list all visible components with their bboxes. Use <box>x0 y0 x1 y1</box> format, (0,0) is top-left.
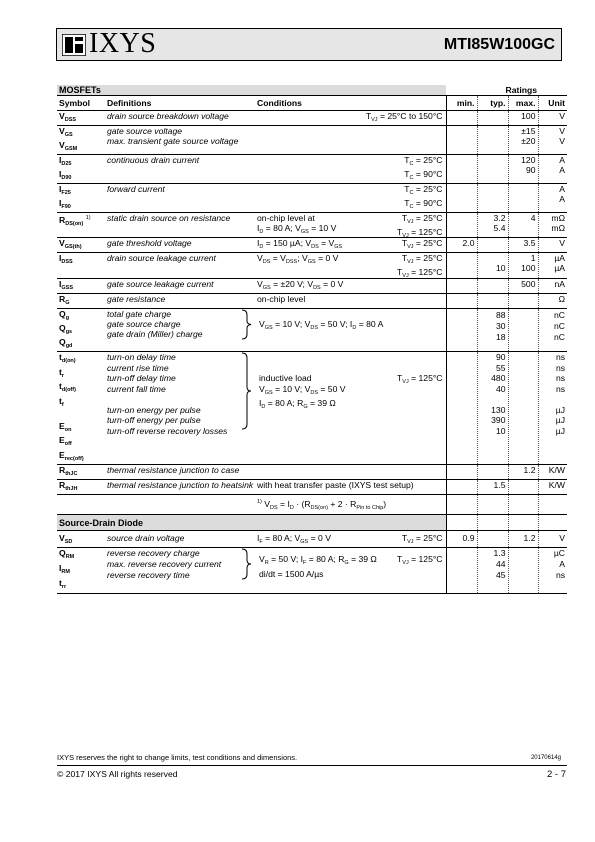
row-switching <box>57 352 567 465</box>
section-title-mosfets: MOSFETs <box>57 85 446 96</box>
row-vgs <box>57 126 567 155</box>
cond-reverse-recovery: $V_R = 50$ V; $I_F = 80$ A; $R_G = 39$ Ω di/dt = 1500 A/µs $T_{VJ} = 125^\circ C$ <box>255 548 446 594</box>
max-vgsm-value: ±20 <box>521 136 536 146</box>
sym-gate-charge: $Q_g$ $Q_{gs}$ $Q_{gd}$ <box>57 309 105 352</box>
unit-tdon: ns <box>555 352 566 362</box>
sym-igss: $I_{GSS}$ <box>57 279 105 294</box>
sym-reverse-recovery: $Q_{RM}$ $I_{RM}$ $t_{rr}$ <box>57 548 105 594</box>
def-rdson: static drain source on resistance <box>105 213 255 238</box>
col-conditions: Conditions <box>255 96 446 111</box>
typ-erec: 10 <box>495 425 506 436</box>
column-header-row <box>57 96 567 111</box>
def-tr: current rise time <box>107 362 169 373</box>
copyright: © 2017 IXYS All rights reserved <box>57 769 178 779</box>
sym-rthjh: $R_{thJH}$ <box>57 480 105 495</box>
typ-idss-125: 10 <box>495 263 506 273</box>
typ-rdson-25: 3.2 <box>493 213 506 223</box>
cond-id90: = 90°C <box>415 169 443 179</box>
typ-switching <box>477 352 508 465</box>
sym-idss: $I_{DSS}$ <box>57 253 105 279</box>
unit-if90: A <box>559 194 566 204</box>
cond-idss-tvj1: = 25°C <box>415 253 443 263</box>
def-igss: gate source leakage current <box>105 279 255 294</box>
disclaimer: IXYS reserves the right to change limits, test conditions and dimensions. <box>57 753 298 762</box>
typ-gate-charge <box>477 309 508 352</box>
cond-id: $T_C = 25^\circ C$ $T_C = 90^\circ C$ <box>255 155 446 184</box>
max-idss <box>508 253 538 279</box>
unit-qrm: µC <box>553 548 566 558</box>
unit-vgs-value: V <box>559 126 566 136</box>
def-qgs: gate source charge <box>107 319 181 329</box>
cond-if: $T_C = 25^\circ C$ $T_C = 90^\circ C$ <box>255 184 446 213</box>
max-vdss: 100 <box>508 111 538 126</box>
brace-icon <box>241 548 253 580</box>
cond-vgsth-text: = 150 µA; V <box>265 238 312 248</box>
typ-irm: 44 <box>495 559 506 569</box>
cond-vgsth-tvj: = 25°C <box>415 238 443 248</box>
def-tdoff: turn-off delay time <box>107 373 176 383</box>
def-tf: current fall time <box>107 383 166 394</box>
unit-trr: ns <box>555 570 566 580</box>
cond-if90: = 90°C <box>415 198 443 208</box>
unit-id25: A <box>559 155 566 165</box>
page-number: 2 - 7 <box>546 769 566 780</box>
row-rdson <box>57 213 567 238</box>
typ-rdson <box>477 213 508 238</box>
typ-tr: 55 <box>495 362 506 373</box>
unit-if <box>538 184 567 213</box>
unit-reverse-recovery <box>538 548 567 594</box>
header-bar <box>56 28 562 61</box>
max-vsd: 1.2 <box>508 531 538 548</box>
def-irm: max. reverse recovery current <box>107 559 222 569</box>
row-vgsth <box>57 238 567 253</box>
cond-if25: = 25°C <box>415 184 443 194</box>
ratings-label: Ratings <box>505 85 538 95</box>
unit-eon: µJ <box>555 404 566 415</box>
unit-qgd: nC <box>554 332 566 342</box>
typ-eon: 130 <box>491 404 506 415</box>
max-igss: 500 <box>508 279 538 294</box>
typ-qrm: 1.3 <box>493 548 506 558</box>
col-definitions: Definitions <box>105 96 255 111</box>
max-id25: 120 <box>521 155 536 165</box>
cond-switching-tvj: = 125°C <box>411 373 443 383</box>
unit-irm: A <box>559 559 566 569</box>
section-header-mosfets <box>57 85 567 96</box>
def-eoff: turn-off energy per pulse <box>107 415 201 425</box>
sym-switching: $t_{d(on)}$ $t_r$ $t_{d(off)}$ $t_f$ $E_{on}$ $E_{off}$ $E_{rec(off)}$ <box>57 352 105 465</box>
col-max: max. <box>508 96 538 111</box>
sym-vgsth: $V_{GS(th)}$ <box>57 238 105 253</box>
sym-rthjc: $R_{thJC}$ <box>57 465 105 480</box>
mosfet-ratings-table <box>57 85 567 594</box>
unit-tf: ns <box>555 383 566 394</box>
unit-id <box>538 155 567 184</box>
row-idss <box>57 253 567 279</box>
brace-icon <box>241 309 253 340</box>
sym-vsd: $V_{SD}$ <box>57 531 105 548</box>
unit-rdson <box>538 213 567 238</box>
unit-vgs <box>538 126 567 155</box>
cond-vsd: $I_F = 80$ A; $V_{GS} = 0$ V $T_{VJ} = 25^\circ C$ <box>255 531 446 548</box>
min-vsd: 0.9 <box>446 531 477 548</box>
section-header-diode <box>57 515 567 531</box>
def-idss: drain source leakage current <box>105 253 255 279</box>
sym-id: $I_{D25}$ $I_{D90}$ <box>57 155 105 184</box>
typ-qgs: 30 <box>495 321 506 331</box>
cond-igss: $V_{GS} = \pm 20$ V; $V_{DS} = 0$ V <box>255 279 446 294</box>
def-erec: turn-off reverse recovery losses <box>107 425 228 436</box>
def-trr: reverse recovery time <box>107 570 190 580</box>
cond-rdson: on-chip level at $I_D = 80$ A; $V_{GS} = 10$ V $T_{VJ} = 25^\circ C$ $T_{VJ} = 125^\circ C$ <box>255 213 446 238</box>
max-idss-25: 1 <box>530 253 536 263</box>
unit-tr: ns <box>555 362 566 373</box>
typ-tf: 40 <box>495 383 506 394</box>
max-vgs-value: ±15 <box>521 126 536 136</box>
def-qgd: gate drain (Miller) charge <box>107 329 203 339</box>
unit-eoff: µJ <box>555 415 566 425</box>
unit-rg: Ω <box>538 294 567 309</box>
def-qrm: reverse recovery charge <box>107 548 200 558</box>
row-rthjh <box>57 480 567 495</box>
max-vgsth: 3.5 <box>508 238 538 253</box>
col-symbol: Symbol <box>57 96 105 111</box>
def-qg: total gate charge <box>107 309 172 319</box>
typ-trr: 45 <box>495 570 506 580</box>
cond-rdson-tvj1: = 25°C <box>415 213 443 223</box>
unit-vgsm-value: V <box>559 136 566 146</box>
row-if <box>57 184 567 213</box>
max-rthjc: 1.2 <box>508 465 538 480</box>
cond-vsd-text: = 80 A; V <box>265 533 301 543</box>
brace-icon <box>241 352 253 430</box>
unit-switching <box>538 352 567 465</box>
sym-rdson: $R_{DS(on)}$ $^{1)}$ <box>57 213 105 238</box>
row-footnote <box>57 495 567 515</box>
def-switching <box>105 352 255 465</box>
def-vgs-text: gate source voltage <box>107 126 183 136</box>
unit-qgs: nC <box>554 321 566 331</box>
unit-if25: A <box>559 184 566 194</box>
col-min: min. <box>446 96 477 111</box>
unit-rdson-125: mΩ <box>551 223 566 233</box>
unit-idss-25: µA <box>554 253 566 263</box>
cond-vdss-text: = 25°C to 150°C <box>379 111 443 121</box>
unit-qg: nC <box>554 310 566 320</box>
sym-rg: $R_G$ <box>57 294 105 309</box>
cond-vgsth: $I_D = 150$ µA; $V_{DS} = V_{GS}$ $T_{VJ} = 25^\circ C$ <box>255 238 446 253</box>
part-number: MTI85W100GC <box>443 36 555 53</box>
def-rthjh: thermal resistance junction to heatsink <box>105 480 255 495</box>
row-gate-charge <box>57 309 567 352</box>
row-id <box>57 155 567 184</box>
row-vsd <box>57 531 567 548</box>
unit-gate-charge <box>538 309 567 352</box>
unit-tdoff: ns <box>555 373 566 383</box>
cond-switching-load: inductive load <box>259 373 312 383</box>
unit-vgsth: V <box>538 238 567 253</box>
def-rthjc: thermal resistance junction to case <box>105 465 255 480</box>
cond-rr-tvj: = 125°C <box>411 554 443 564</box>
row-reverse-recovery <box>57 548 567 594</box>
typ-idss <box>477 253 508 279</box>
unit-vsd: V <box>538 531 567 548</box>
col-unit: Unit <box>538 96 567 111</box>
cond-vdss: $T_{VJ} = 25^\circ C$ to 150°C <box>255 111 446 126</box>
unit-erec: µJ <box>555 425 566 436</box>
typ-tdon: 90 <box>495 352 506 362</box>
def-reverse-recovery <box>105 548 255 594</box>
def-rg: gate resistance <box>105 294 255 309</box>
def-eon: turn-on energy per pulse <box>107 404 201 415</box>
sym-vdss: $V_{DSS}$ <box>57 111 105 126</box>
cond-rdson-level: on-chip level at <box>257 213 315 223</box>
col-typ: typ. <box>477 96 508 111</box>
sym-vgs: $V_{GS}$ $V_{GSM}$ <box>57 126 105 155</box>
cond-rg: on-chip level <box>255 294 446 309</box>
section-title-diode: Source-Drain Diode <box>57 515 446 531</box>
unit-rdson-25: mΩ <box>551 213 566 223</box>
document-code: 20170614g <box>530 755 561 761</box>
def-vgsth: gate threshold voltage <box>105 238 255 253</box>
typ-qg: 88 <box>495 310 506 320</box>
def-vsd: source drain voltage <box>105 531 255 548</box>
table-bottom-rule <box>57 594 567 595</box>
min-vgsth: 2.0 <box>446 238 477 253</box>
cond-rthjh: with heat transfer paste (IXYS test setup) <box>255 480 446 495</box>
unit-idss-125: µA <box>554 263 566 273</box>
def-vgs <box>105 126 255 155</box>
footnote-rdson: $^{1)}$ $V_{DS} = I_D \cdot (R_{DS(on)} + 2 \cdot R_{Pin to Chip})$ <box>255 495 446 515</box>
def-vgsm-text: max. transient gate source voltage <box>107 136 239 146</box>
cond-id25: = 25°C <box>415 155 443 165</box>
row-igss <box>57 279 567 294</box>
typ-eoff: 390 <box>491 415 506 425</box>
max-vgs <box>508 126 538 155</box>
cond-igss-text: = ±20 V; V <box>273 279 314 289</box>
ixys-logo-mark <box>62 34 86 56</box>
typ-reverse-recovery <box>477 548 508 594</box>
unit-rthjc: K/W <box>538 465 567 480</box>
cond-rdson-tvj2: = 125°C <box>411 227 443 237</box>
def-id: continuous drain current <box>105 155 255 184</box>
cond-idss: $V_{DS} = V_{DSS}$; $V_{GS} = 0$ V $T_{VJ} = 25^\circ C$ $T_{VJ} = 125^\circ C$ <box>255 253 446 279</box>
typ-tdoff: 480 <box>491 373 506 383</box>
max-id <box>508 155 538 184</box>
typ-qgd: 18 <box>495 332 506 342</box>
row-vdss <box>57 111 567 126</box>
sym-if: $I_{F25}$ $I_{F90}$ <box>57 184 105 213</box>
cond-gate-charge: $V_{GS} = 10$ V; $V_{DS} = 50$ V; $I_D = 80$ A <box>255 309 446 352</box>
row-rg <box>57 294 567 309</box>
def-tdon: turn-on delay time <box>107 352 176 362</box>
unit-idss <box>538 253 567 279</box>
unit-igss: nA <box>538 279 567 294</box>
max-idss-125: 100 <box>521 263 536 273</box>
unit-rthjh: K/W <box>538 480 567 495</box>
unit-id90: A <box>559 165 566 175</box>
cond-rr-didt: di/dt = 1500 A/µs <box>259 568 324 579</box>
def-vdss: drain source breakdown voltage <box>105 111 255 126</box>
row-rthjc <box>57 465 567 480</box>
unit-vdss: V <box>538 111 567 126</box>
typ-rdson-125: 5.4 <box>493 223 506 233</box>
cond-idss-tvj2: = 125°C <box>411 267 443 277</box>
ixys-logo-text: IXYS <box>89 28 157 59</box>
max-id90: 90 <box>525 165 536 175</box>
footer-rule <box>57 765 567 766</box>
max-rdson: 4 <box>508 213 538 238</box>
cond-switching: inductive load $V_{GS} = 10$ V; $V_{DS} = 50$ V $I_D = 80$ A; $R_G = 39$ Ω $T_{VJ} = 125^\circ C$ <box>255 352 446 465</box>
def-if: forward current <box>105 184 255 213</box>
def-gate-charge <box>105 309 255 352</box>
cond-vsd-tvj: = 25°C <box>415 533 443 543</box>
typ-rthjh: 1.5 <box>477 480 508 495</box>
